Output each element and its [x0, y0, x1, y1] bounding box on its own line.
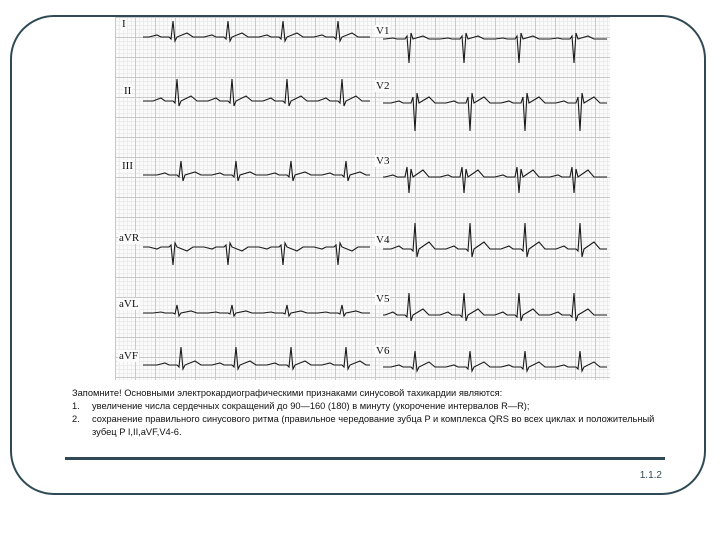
note-item-text: сохранение правильного синусового ритма (правильное чередование зубца P и комплекса QRS во всех циклах и положительный зубец P I,II,aVF,V4-6. [92, 414, 655, 437]
ecg-trace-ii [143, 79, 370, 106]
note-item-number: 1. [72, 401, 80, 411]
lead-label-avl: aVL [119, 298, 139, 310]
note-heading: Запомните! Основными электрокардиографическими признаками синусовой тахикардии являются: [72, 388, 503, 398]
ecg-trace-v4 [383, 223, 607, 257]
note-item-2 [72, 413, 672, 439]
footer-divider [65, 457, 665, 460]
lead-label-v6: V6 [376, 345, 390, 357]
ecg-trace-avr [143, 243, 370, 265]
ecg-chart [115, 17, 610, 380]
note-item-1 [72, 400, 672, 413]
slide-number: 1.1.2 [639, 470, 662, 481]
lead-label-v5: V5 [376, 293, 390, 305]
lead-label-i: I [122, 18, 126, 30]
note-item-number: 2. [72, 414, 80, 424]
note-text [72, 387, 672, 439]
lead-label-v2: V2 [376, 80, 390, 92]
ecg-trace-avl [143, 305, 370, 316]
ecg-traces [115, 17, 610, 380]
note-item-text: увеличение числа сердечных сокращений до 90—160 (180) в минуту (укорочение интервалов R—R); [92, 401, 530, 411]
lead-label-ii: II [124, 85, 132, 97]
ecg-trace-iii [143, 161, 370, 181]
lead-label-v1: V1 [376, 25, 390, 37]
ecg-trace-v1 [383, 33, 607, 63]
ecg-trace-avf [143, 347, 370, 369]
lead-label-iii: III [122, 160, 133, 172]
ecg-trace-i [143, 21, 370, 41]
ecg-trace-v5 [383, 293, 607, 321]
lead-label-avr: aVR [119, 232, 140, 244]
ecg-trace-v6 [383, 351, 607, 371]
lead-label-v3: V3 [376, 155, 390, 167]
lead-label-v4: V4 [376, 234, 390, 246]
ecg-trace-v2 [383, 93, 607, 131]
ecg-trace-v3 [383, 167, 607, 193]
lead-label-avf: aVF [119, 350, 138, 362]
